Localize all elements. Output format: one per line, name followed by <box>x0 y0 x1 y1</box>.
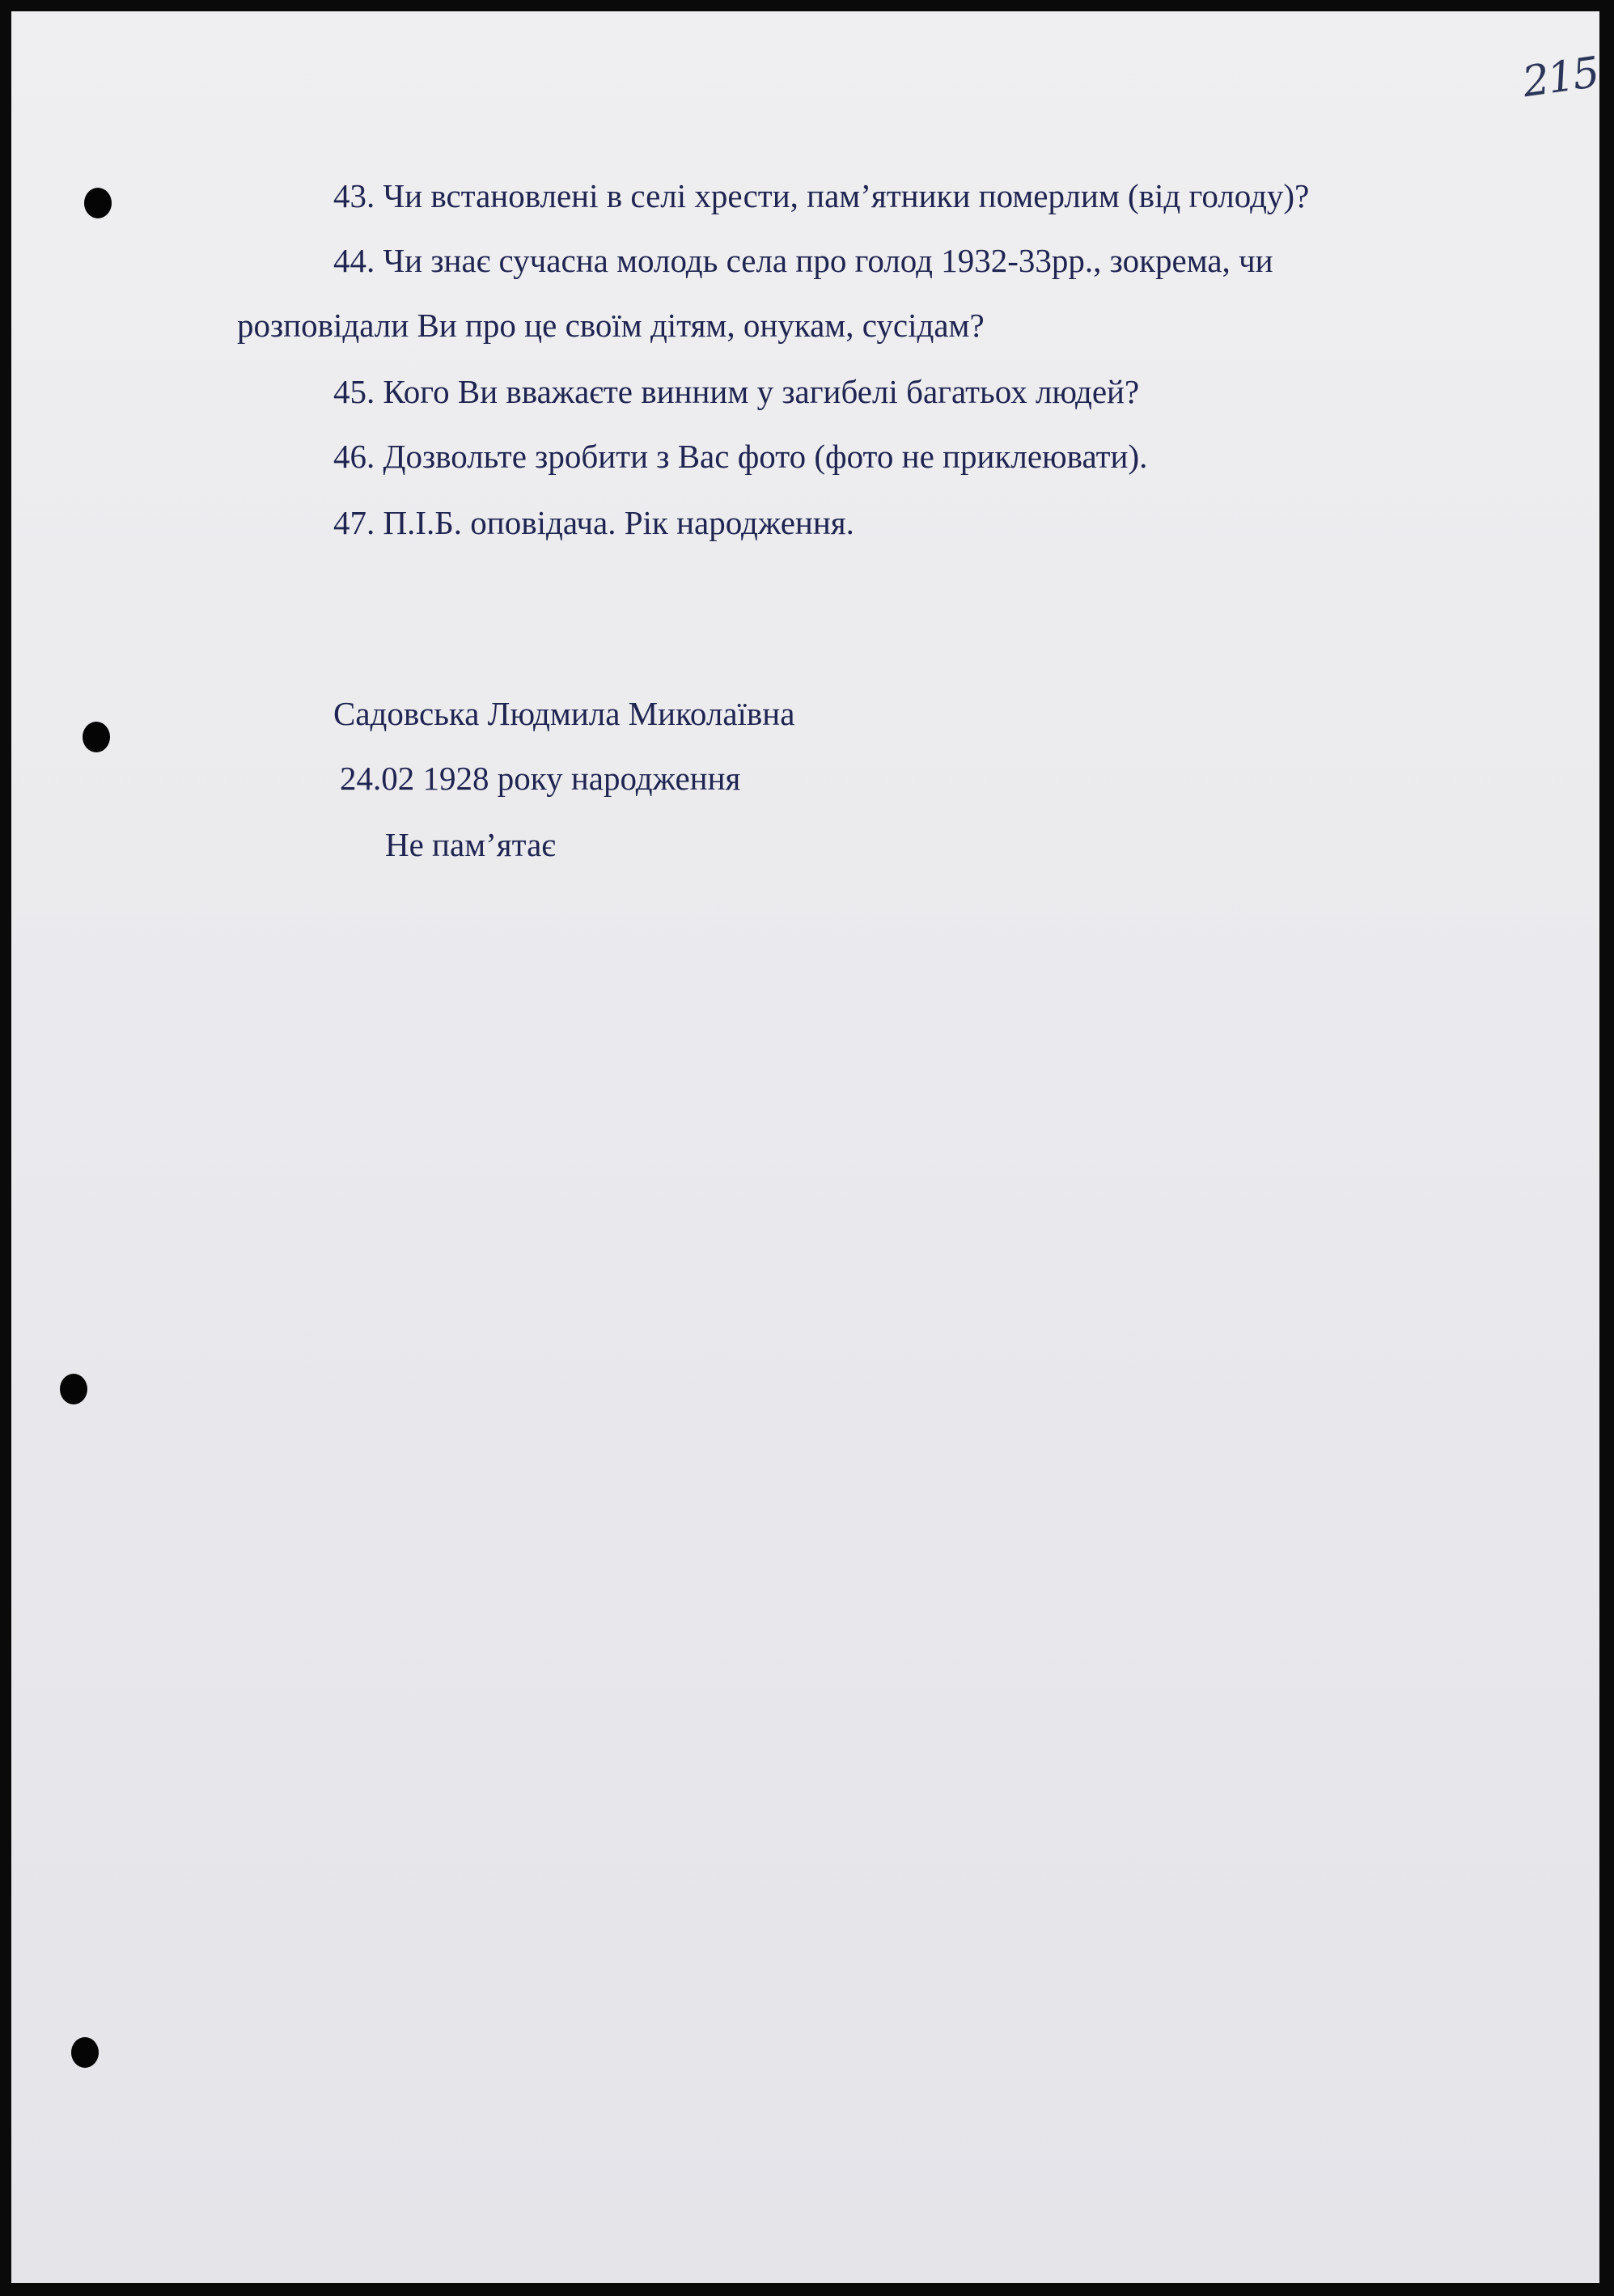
question-44: 44. Чи знає сучасна молодь села про голод 1932-33рр., зокрема, чи <box>333 242 1273 279</box>
punch-hole-2 <box>83 722 110 752</box>
question-46: 46. Дозвольте зробити з Вас фото (фото не приклеювати). <box>333 438 1148 475</box>
document-page <box>11 11 1599 2283</box>
question-47: 47. П.І.Б. оповідача. Рік народження. <box>333 504 854 541</box>
respondent-birth: 24.02 1928 року народження <box>340 760 741 797</box>
respondent-note: Не пам’ятає <box>385 826 556 863</box>
punch-hole-3 <box>60 1374 87 1404</box>
punch-hole-1 <box>84 188 112 218</box>
respondent-name: Садовська Людмила Миколаївна <box>333 695 795 732</box>
handwritten-page-number: 215 <box>1519 48 1601 108</box>
question-45: 45. Кого Ви вважаєте винним у загибелі багатьох людей? <box>333 373 1140 410</box>
question-44-continued: розповідали Ви про це своїм дітям, онукам, сусідам? <box>237 307 985 344</box>
question-43: 43. Чи встановлені в селі хрести, пам’ятники померлим (від голоду)? <box>333 177 1310 214</box>
punch-hole-4 <box>71 2037 99 2068</box>
